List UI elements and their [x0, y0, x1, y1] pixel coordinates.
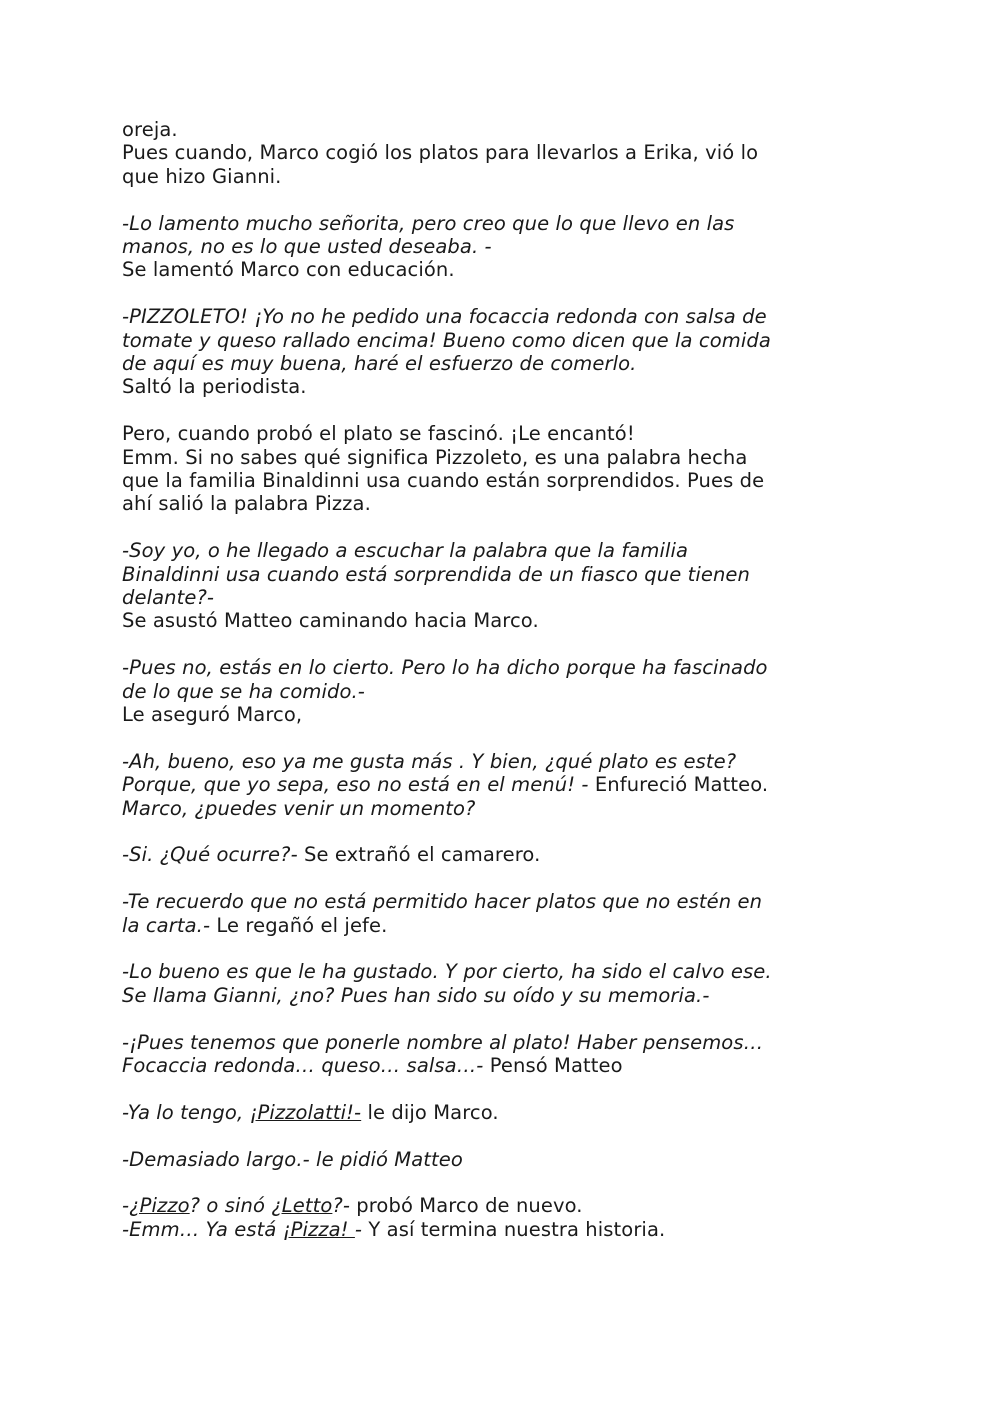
text-line [122, 586, 842, 609]
underlined-text: ¡Pizzolatti!- [249, 1100, 362, 1124]
narration-text: Emm. Si no sabes qué significa Pizzoleto, es una palabra hecha [122, 445, 748, 469]
narration-text: Y así termina nuestra historia. [368, 1217, 666, 1241]
dialogue-text: de lo que se ha comido.- [122, 679, 365, 703]
text-line [122, 539, 842, 562]
text-line [122, 890, 842, 913]
narration-text: Se extrañó el camarero. [304, 843, 541, 867]
text-line [122, 1101, 842, 1124]
dialogue-text: delante?- [122, 586, 215, 610]
text-line [122, 703, 842, 726]
text-line [122, 797, 842, 820]
paragraph [122, 305, 842, 399]
underlined-text: ¿Letto [271, 1194, 333, 1218]
narration-text: Enfureció Matteo. [594, 773, 769, 797]
text-line [122, 1031, 842, 1054]
text-line [122, 422, 842, 445]
narration-text: Pero, cuando probó el plato se fascinó. ¡Le encantó! [122, 422, 635, 446]
dialogue-text: -Ya lo tengo, [122, 1100, 250, 1124]
text-line [122, 1218, 842, 1241]
paragraph [122, 843, 842, 866]
dialogue-text: -Emm… Ya está [122, 1217, 283, 1241]
text-line [122, 843, 842, 866]
text-line [122, 960, 842, 983]
text-line [122, 446, 842, 469]
dialogue-text: -Soy yo, o he llegado a escuchar la palabra que la familia [122, 539, 689, 563]
underlined-text: ¿Pizzo [129, 1194, 190, 1218]
narration-text: Pues cuando, Marco cogió los platos para llevarlos a Erika, vió lo [122, 141, 759, 165]
narration-text: Le aseguró Marco, [122, 703, 303, 727]
dialogue-text: -Te recuerdo que no está permitido hacer platos que no estén en [122, 890, 763, 914]
text-line [122, 118, 842, 141]
text-line [122, 1054, 842, 1077]
dialogue-text: Porque, que yo sepa, eso no está en el menú! - [122, 773, 595, 797]
text-line [122, 984, 842, 1007]
paragraph [122, 890, 842, 937]
text-line [122, 563, 842, 586]
dialogue-text: ?- [332, 1194, 357, 1218]
text-line [122, 305, 842, 328]
dialogue-text: Se llama Gianni, ¿no? Pues han sido su oído y su memoria.- [122, 983, 710, 1007]
narration-text: Se asustó Matteo caminando hacia Marco. [122, 609, 539, 633]
dialogue-text: -Demasiado largo.- le pidió Matteo [122, 1147, 463, 1171]
narration-text: que la familia Binaldinni usa cuando están sorprendidos. Pues de [122, 469, 765, 493]
dialogue-text: Binaldinni usa cuando está sorprendida de un fiasco que tienen [122, 562, 750, 586]
text-line [122, 1194, 842, 1217]
dialogue-text: la carta.- [122, 913, 217, 937]
paragraph [122, 656, 842, 726]
text-line [122, 914, 842, 937]
text-line [122, 680, 842, 703]
narration-text: probó Marco de nuevo. [356, 1194, 583, 1218]
dialogue-text: -Si. ¿Qué ocurre?- [122, 843, 305, 867]
text-line [122, 1148, 842, 1171]
paragraph [122, 422, 842, 516]
dialogue-text: ? o sinó [189, 1194, 272, 1218]
paragraph [122, 118, 842, 188]
dialogue-text: -Lo lamento mucho señorita, pero creo que lo que llevo en las [122, 211, 735, 235]
narration-text: Saltó la periodista. [122, 375, 307, 399]
text-line [122, 773, 842, 796]
dialogue-text: Marco, ¿puedes venir un momento? [122, 796, 476, 820]
text-line [122, 750, 842, 773]
text-line [122, 352, 842, 375]
text-line [122, 492, 842, 515]
paragraph [122, 1194, 842, 1241]
text-line [122, 329, 842, 352]
text-line [122, 375, 842, 398]
narration-text: Se lamentó Marco con educación. [122, 258, 455, 282]
story-text [122, 118, 842, 1265]
narration-text: Pensó Matteo [489, 1054, 623, 1078]
text-line [122, 165, 842, 188]
paragraph [122, 1148, 842, 1171]
text-line [122, 141, 842, 164]
dialogue-text: tomate y queso rallado encima! Bueno como dicen que la comida [122, 328, 771, 352]
dialogue-text: -¡Pues tenemos que ponerle nombre al plato! Haber pensemos… [122, 1030, 764, 1054]
dialogue-text: -Lo bueno es que le ha gustado. Y por cierto, ha sido el calvo ese. [122, 960, 772, 984]
paragraph [122, 1031, 842, 1078]
narration-text: oreja. [122, 118, 178, 141]
underlined-text: ¡Pizza! [282, 1217, 355, 1241]
dialogue-text: manos, no es lo que usted deseaba. - [122, 235, 492, 259]
dialogue-text: -Pues no, estás en lo cierto. Pero lo ha dicho porque ha fascinado [122, 656, 768, 680]
dialogue-text: -Ah, bueno, eso ya me gusta más . Y bien, ¿qué plato es este? [122, 749, 737, 773]
dialogue-text: -PIZZOLETO! ¡Yo no he pedido una focaccia redonda con salsa de [122, 305, 767, 329]
paragraph [122, 212, 842, 282]
narration-text: que hizo Gianni. [122, 164, 282, 188]
dialogue-text: - [122, 1194, 130, 1218]
text-line [122, 656, 842, 679]
paragraph [122, 960, 842, 1007]
text-line [122, 609, 842, 632]
paragraph [122, 750, 842, 820]
paragraph [122, 539, 842, 633]
dialogue-text: de aquí es muy buena, haré el esfuerzo de comerlo. [122, 352, 637, 376]
dialogue-text: Focaccia redonda… queso… salsa…- [122, 1054, 490, 1078]
text-line [122, 235, 842, 258]
dialogue-text: - [354, 1217, 369, 1241]
text-line [122, 469, 842, 492]
paragraph [122, 1101, 842, 1124]
narration-text: ahí salió la palabra Pizza. [122, 492, 371, 516]
text-line [122, 212, 842, 235]
text-line [122, 258, 842, 281]
narration-text: le dijo Marco. [361, 1100, 499, 1124]
narration-text: Le regañó el jefe. [216, 913, 388, 937]
